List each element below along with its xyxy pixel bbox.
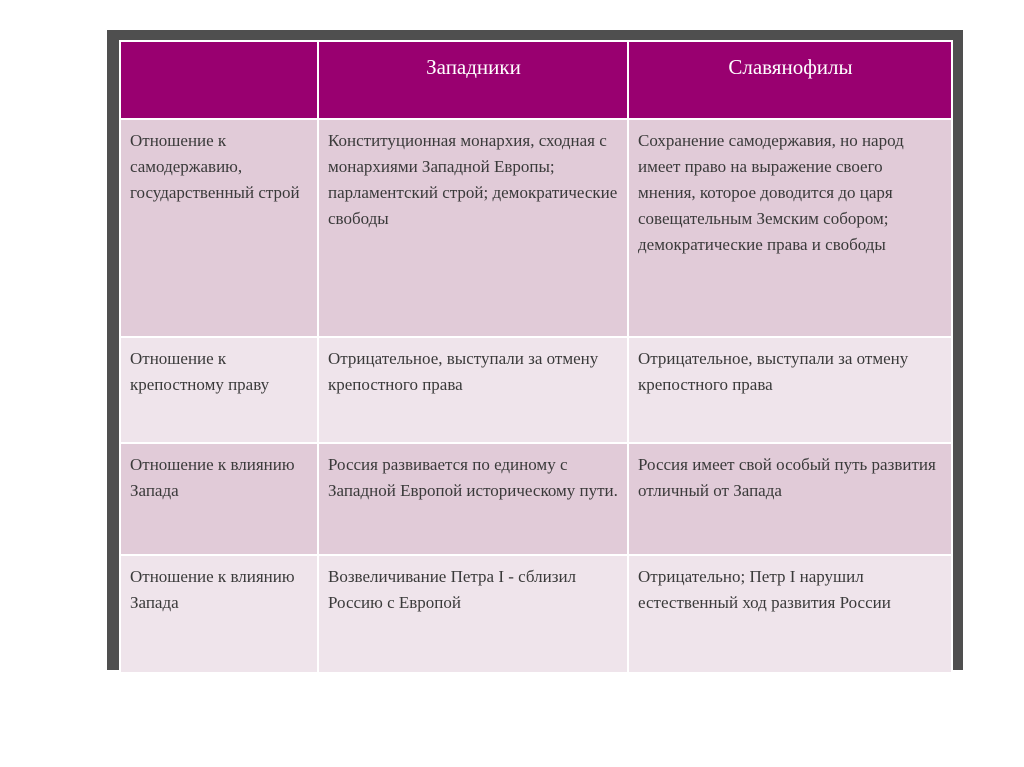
aspect-cell: Отношение к влиянию Запада xyxy=(120,443,318,555)
westernizers-cell: Возвеличивание Петра I - сблизил Россию с Европой xyxy=(318,555,628,673)
comparison-table xyxy=(119,40,953,674)
table-row xyxy=(120,443,952,555)
table-row xyxy=(120,555,952,673)
westernizers-cell: Отрицательное, выступали за отмену крепостного права xyxy=(318,337,628,443)
slavophiles-cell: Сохранение самодержавия, но народ имеет право на выражение своего мнения, которое доводится до царя совещательным Земским собором; демократические права и свободы xyxy=(628,119,952,337)
header-westernizers: Западники xyxy=(318,41,628,119)
slavophiles-cell: Отрицательно; Петр I нарушил естественный ход развития России xyxy=(628,555,952,673)
westernizers-cell: Россия развивается по единому с Западной Европой историческому пути. xyxy=(318,443,628,555)
header-slavophiles: Славянофилы xyxy=(628,41,952,119)
aspect-cell: Отношение к самодержавию, государственный строй xyxy=(120,119,318,337)
slavophiles-cell: Отрицательное, выступали за отмену крепостного права xyxy=(628,337,952,443)
table-header-row xyxy=(120,41,952,119)
table-row xyxy=(120,119,952,337)
aspect-cell: Отношение к влиянию Запада xyxy=(120,555,318,673)
westernizers-cell: Конституционная монархия, сходная с монархиями Западной Европы; парламентский строй; демократические свободы xyxy=(318,119,628,337)
slide-frame xyxy=(107,30,963,670)
aspect-cell: Отношение к крепостному праву xyxy=(120,337,318,443)
header-empty-cell xyxy=(120,41,318,119)
slavophiles-cell: Россия имеет свой особый путь развития отличный от Запада xyxy=(628,443,952,555)
table-row xyxy=(120,337,952,443)
